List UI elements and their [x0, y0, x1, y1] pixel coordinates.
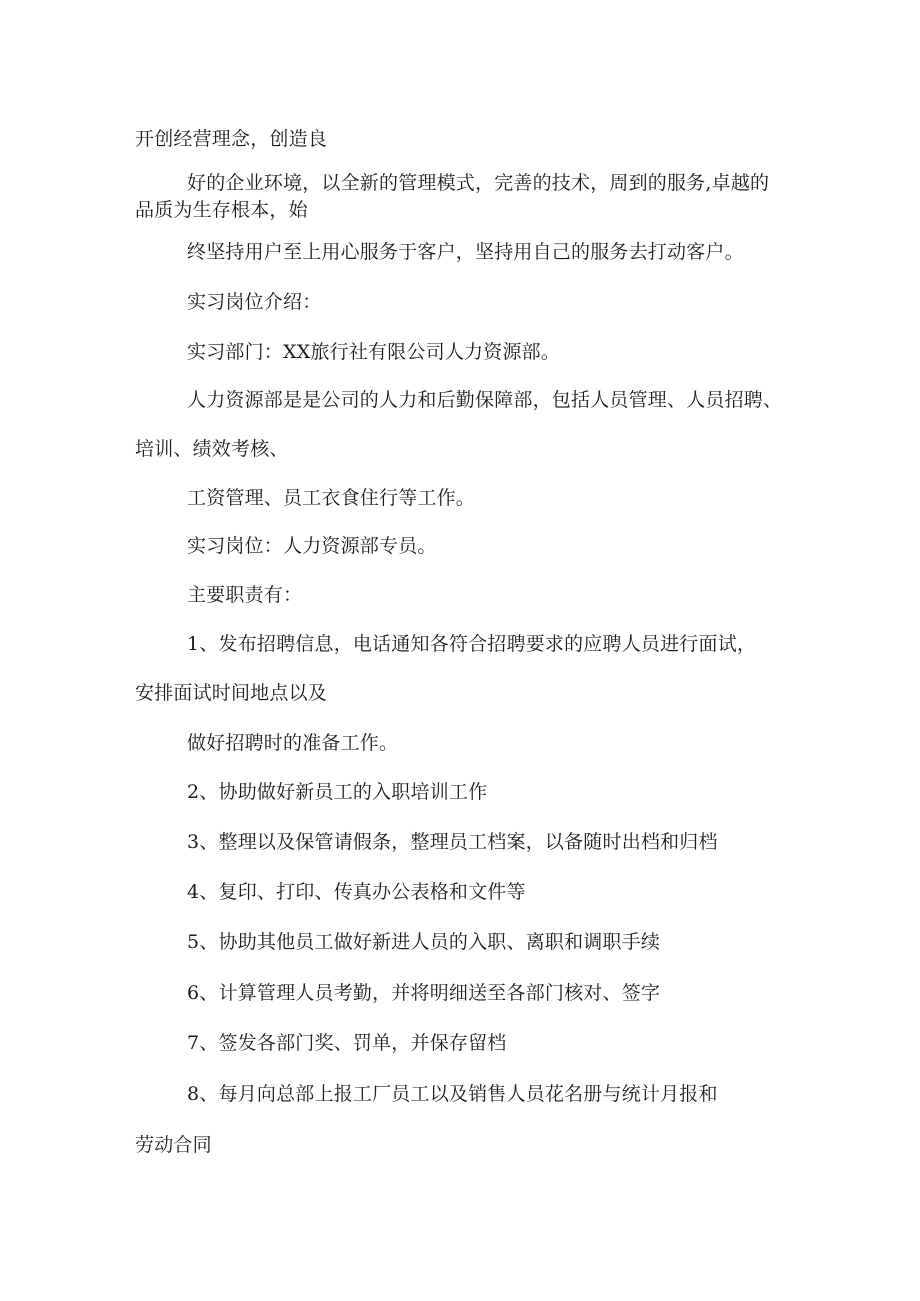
- paragraph-line-1: 开创经营理念，创造良: [135, 128, 328, 150]
- paragraph-line-2: 好的企业环境，以全新的管理模式，完善的技术，周到的服务,卓越的品质为生存根本，始: [135, 172, 770, 221]
- duty-1-line-2: 安排面试时间地点以及: [135, 682, 328, 704]
- department-line: 实习部门：XX旅行社有限公司人力资源部。: [187, 341, 561, 363]
- duty-4: 4、复印、打印、传真办公表格和文件等: [187, 881, 526, 903]
- duty-5: 5、协助其他员工做好新进人员的入职、离职和调职手续: [187, 931, 661, 953]
- section-heading-internship: 实习岗位介绍：: [187, 291, 322, 313]
- duty-7: 7、签发各部门奖、罚单，并保存留档: [187, 1032, 507, 1054]
- duty-6: 6、计算管理人员考勤，并将明细送至各部门核对、签字: [187, 982, 661, 1004]
- position-line: 实习岗位：人力资源部专员。: [187, 535, 437, 557]
- duties-heading: 主要职责有：: [187, 584, 303, 606]
- hr-description-line-3: 工资管理、员工衣食住行等工作。: [187, 487, 476, 509]
- paragraph-line-3: 终坚持用户至上用心服务于客户，坚持用自己的服务去打动客户。: [187, 241, 744, 263]
- duty-2: 2、协助做好新员工的入职培训工作: [187, 781, 488, 803]
- duty-1-line-1: 1、发布招聘信息，电话通知各符合招聘要求的应聘人员进行面试，: [187, 633, 757, 655]
- duty-3: 3、整理以及保管请假条，整理员工档案，以备随时出档和归档: [187, 831, 718, 853]
- duty-8-line-1: 8、每月向总部上报工厂员工以及销售人员花名册与统计月报和: [187, 1083, 718, 1105]
- duty-1-line-3: 做好招聘时的准备工作。: [187, 732, 399, 754]
- hr-description-line-2: 培训、绩效考核、: [135, 438, 289, 460]
- hr-description-line-1: 人力资源部是是公司的人力和后勤保障部，包括人员管理、人员招聘、: [187, 389, 783, 411]
- duty-8-line-2: 劳动合同: [135, 1134, 212, 1156]
